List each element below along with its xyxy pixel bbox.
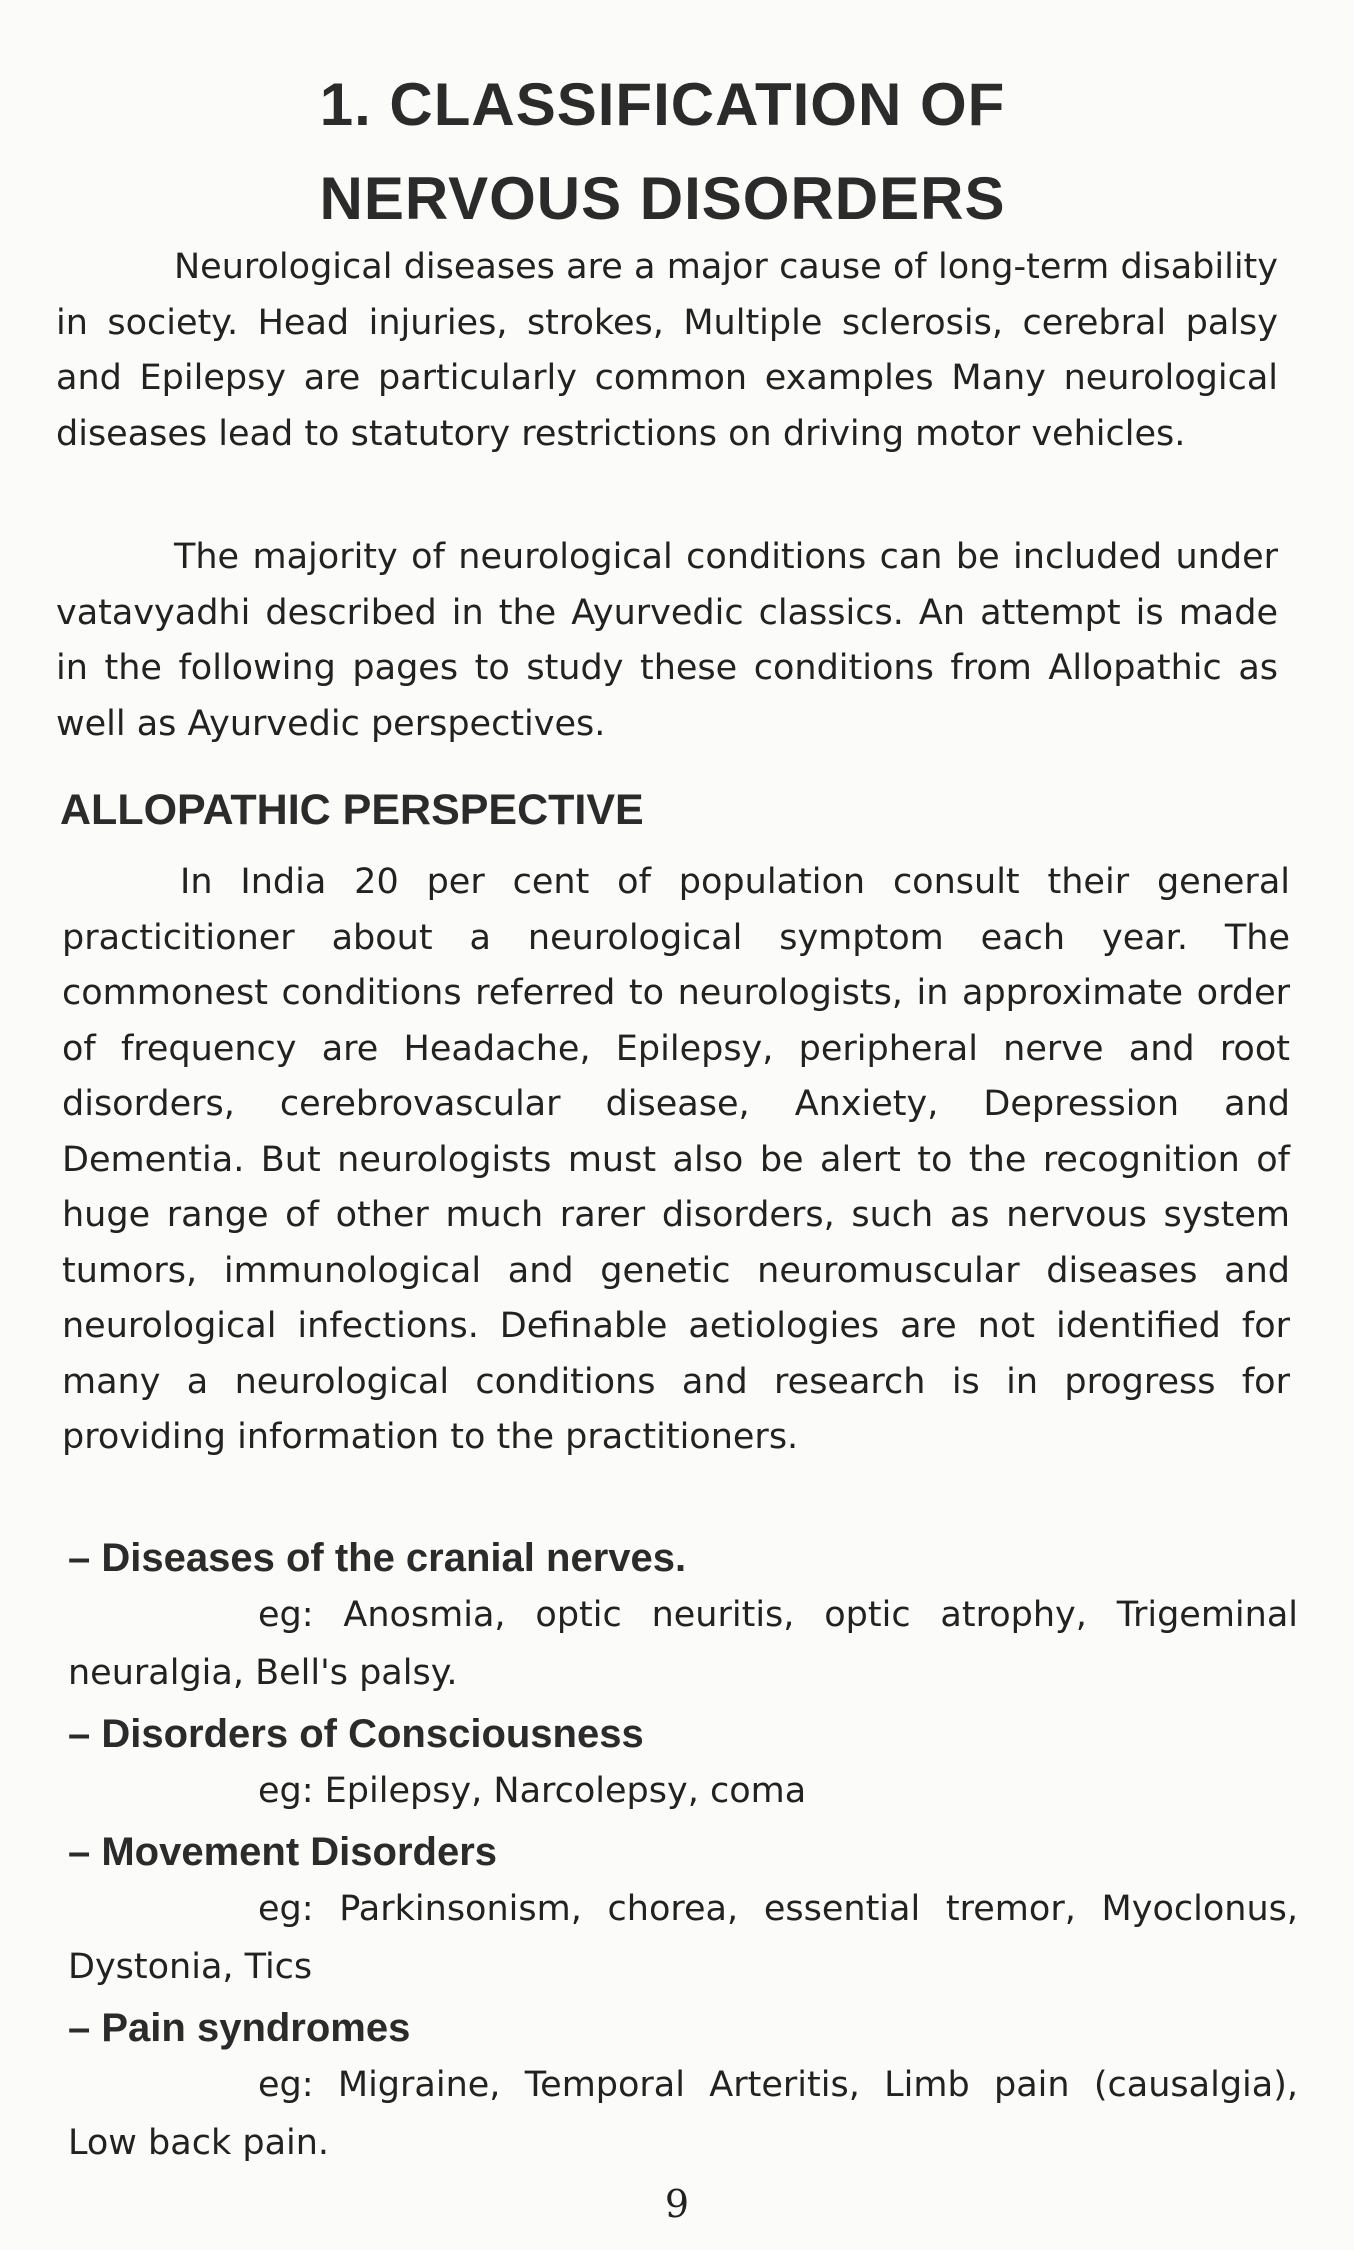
chapter-title-line-1: 1. CLASSIFICATION OF	[319, 71, 1006, 138]
disorder-list	[68, 1530, 1298, 2176]
section-heading-allopathic: ALLOPATHIC PERSPECTIVE	[60, 786, 644, 834]
disorder-heading: – Disorders of Consciousness	[68, 1712, 644, 1756]
disorder-examples: eg: Parkinsonism, chorea, essential tremor, Myoclonus, Dystonia, Tics	[68, 1889, 1298, 1987]
disorder-heading: – Pain syndromes	[68, 2006, 411, 2050]
list-item	[68, 1706, 1298, 1820]
disorder-examples: eg: Anosmia, optic neuritis, optic atrophy, Trigeminal neuralgia, Bell's palsy.	[68, 1595, 1298, 1693]
list-item	[68, 1530, 1298, 1702]
page-number: 9	[664, 2182, 690, 2226]
list-item	[68, 2000, 1298, 2172]
disorder-heading: – Movement Disorders	[68, 1830, 498, 1874]
intro-paragraph-2: The majority of neurological conditions can be included under vatavyadhi described in the Ayurvedic classics. An attempt is made in the following pages to study these conditions from Allopathic as well as Ayurvedic perspectives.	[56, 537, 1278, 744]
chapter-title-line-2: NERVOUS DISORDERS	[319, 165, 1006, 232]
disorder-examples: eg: Epilepsy, Narcolepsy, coma	[258, 1771, 807, 1811]
list-item	[68, 1824, 1298, 1996]
disorder-examples: eg: Migraine, Temporal Arteritis, Limb pain (causalgia), Low back pain.	[68, 2065, 1298, 2163]
allopathic-paragraph: In India 20 per cent of population consult their general practicitioner about a neurological symptom each year. The commonest conditions referred to neurologists, in approximate order of frequency are Headache, Epilepsy, peripheral nerve and root disorders, cerebrovascular disease, Anxiety, Depression and Dementia. But neurologists must also be alert to the recognition of huge range of other much rarer disorders, such as nervous system tumors, immunological and genetic neuromuscular diseases and neurological infections. Definable aetiologies are not identified for many a neurological conditions and research is in progress for providing information to the practitioners.	[62, 862, 1290, 1457]
intro-paragraph-1: Neurological diseases are a major cause of long-term disability in society. Head injuries, strokes, Multiple sclerosis, cerebral palsy and Epilepsy are particularly common examples Many neurological diseases lead to statutory restrictions on driving motor vehicles.	[56, 247, 1278, 454]
chapter-title	[0, 58, 1325, 246]
disorder-heading: – Diseases of the cranial nerves.	[68, 1536, 687, 1580]
